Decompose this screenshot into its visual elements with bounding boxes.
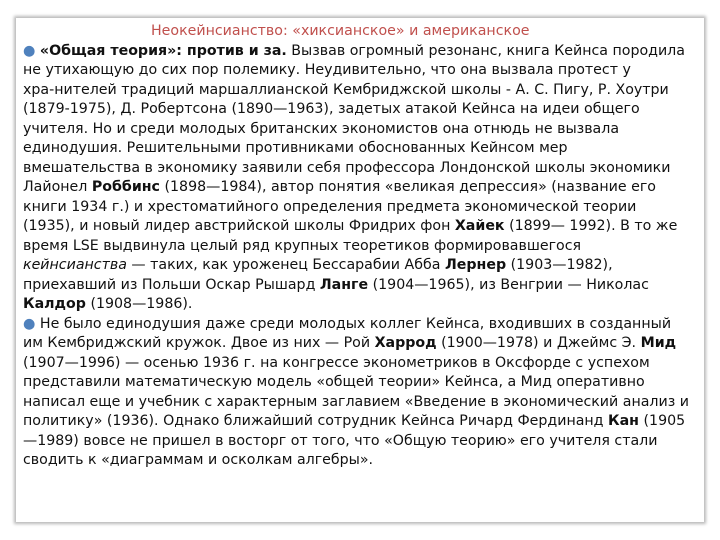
text-line (23, 315, 703, 335)
text-run: хра-нителей традиций маршаллианской Кембриджской школы - А. С. Пигу, Р. Хоутри (23, 81, 669, 98)
bold-name: Мид (640, 335, 677, 351)
text-line (23, 354, 703, 374)
text-line (23, 217, 703, 237)
text-run: — таких, как уроженец Бессарабии Абба (126, 257, 445, 273)
text-run: Не было единодушия даже среди молодых коллег Кейнса, входивших в созданный (39, 315, 672, 332)
slide-frame (16, 18, 704, 522)
text-run: (1900—1978) и Джеймс Э. (436, 335, 641, 351)
text-line (23, 451, 703, 471)
text-line (23, 81, 703, 101)
text-line (23, 159, 703, 179)
text-run: (1907—1996) — осенью 1936 г. на конгрессе эконометриков в Оксфорде с успехом (23, 354, 650, 371)
text-line (23, 100, 703, 120)
text-run: (1905 (639, 413, 686, 429)
text-line (23, 61, 703, 81)
bold-name: Роббинс (91, 179, 160, 195)
paragraph (23, 315, 703, 471)
text-line (23, 334, 703, 354)
text-run: Вызвав огромный резонанс, книга Кейнса породила (286, 42, 685, 59)
italic-term: кейнсианства (23, 257, 127, 273)
bullet-icon: ● (23, 42, 36, 59)
text-run: написал еще и учебник с характерным заглавием «Введение в экономический анализ и (23, 393, 689, 410)
text-run: (1898—1984), автор понятия «великая депрессия» (название его (159, 179, 656, 195)
bold-name: Лернер (444, 257, 507, 273)
text-line (23, 139, 703, 159)
text-line (23, 42, 703, 62)
text-line (23, 412, 703, 432)
text-line (23, 373, 703, 393)
text-run: время LSE выдвинула целый ряд крупных теоретиков формировавшегося (23, 237, 582, 254)
text-run: (1904—1965), из Венгрии — Николас (368, 276, 649, 293)
text-line (23, 120, 703, 140)
text-run: (1903—1982), (506, 257, 613, 273)
text-run: вмешательства в экономику заявили себя профессора Лондонской школы экономики (23, 159, 671, 176)
text-line (23, 256, 703, 276)
text-line (23, 295, 703, 315)
text-run: сводить к «диаграммам и осколкам алгебры». (23, 452, 374, 468)
text-run: приехавший из Польши Оскар Рышард (23, 276, 320, 293)
bold-name: Ланге (319, 276, 369, 293)
text-line (23, 432, 703, 452)
slide-content (23, 22, 703, 471)
text-line (23, 276, 703, 296)
text-run: не утихающую до сих пор полемику. Неудивительно, что она вызвала протест у (23, 62, 631, 78)
bullet-icon: ● (23, 315, 36, 332)
text-run: единодушия. Решительными противниками обоснованных Кейнсом мер (23, 140, 568, 156)
bold-name: Кан (608, 413, 639, 429)
text-run: политику» (1936). Однако ближайший сотрудник Кейнса Ричард Фердинанд (23, 413, 609, 429)
text-line (23, 237, 703, 257)
text-line (23, 393, 703, 413)
text-run: им Кембриджский кружок. Двое из них — Рой (23, 335, 375, 351)
text-line (23, 198, 703, 218)
bold-name: Калдор (23, 296, 86, 312)
text-run: Лайонел (23, 179, 92, 195)
bold-name: Хайек (454, 218, 505, 234)
text-run: (1935), и новый лидер австрийской школы Фридрих фон (23, 218, 455, 234)
text-line (23, 178, 703, 198)
text-run: учителя. Но и среди молодых британских экономистов она отнюдь не вызвала (23, 120, 620, 137)
text-run: —1989) вовсе не пришел в восторг от того, что «Общую теорию» его учителя стали (23, 432, 658, 449)
bold-name: Харрод (374, 335, 437, 351)
text-run: (1908—1986). (85, 296, 193, 312)
text-run: (1899— 1992). В то же (504, 218, 678, 234)
text-run: представили математическую модель «общей теории» Кейнса, а Мид оперативно (23, 374, 645, 390)
slide-title: Неокейнсианство: «хиксианское» и американское (151, 23, 530, 39)
text-run: (1879-1975), Д. Робертсона (1890—1963), задетых атакой Кейнса на идеи общего (23, 101, 640, 117)
paragraph (23, 42, 703, 315)
slide-body (23, 42, 703, 471)
bold-name: «Общая теория»: против и за. (39, 42, 287, 59)
text-run: книги 1934 г.) и хрестоматийного определения предмета экономической теории (23, 198, 637, 215)
